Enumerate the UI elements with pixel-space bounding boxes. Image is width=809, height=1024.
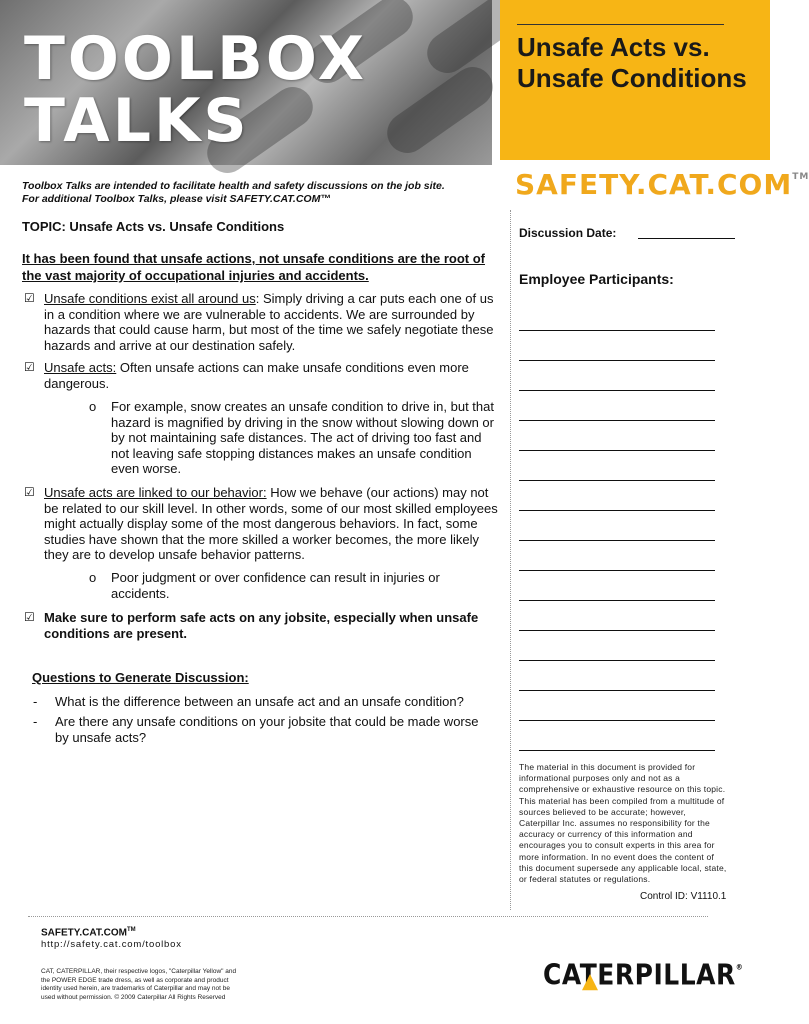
participant-line[interactable]: [519, 390, 715, 391]
participant-line[interactable]: [519, 600, 715, 601]
footer-legal-text: CAT, CATERPILLAR, their respective logos, "Caterpillar Yellow" and the POWER EDGE trade dress, as well as corporate and product identity used herein, are trademarks of Caterpillar and may not be used without permission. © 2009 Caterpillar All Rights Reserved: [41, 968, 237, 1001]
banner-title: [24, 24, 368, 156]
item-text: : Simply driving a car puts each one of us in a condition where we are vulnerable to accidents. We are surrounded by hazards that could cause harm, but most of the time we safely negotiate these hazards and arrive at our destination safely.: [44, 291, 494, 353]
footer-site-tm: TM: [126, 927, 136, 933]
question-item: [33, 694, 495, 710]
participant-line[interactable]: [519, 360, 715, 361]
participant-line[interactable]: [519, 450, 715, 451]
sub-item: [89, 399, 501, 477]
discussion-date-label: Discussion Date:: [519, 226, 617, 240]
participant-line[interactable]: [519, 540, 715, 541]
question-text: Are there any unsafe conditions on your jobsite that could be made worse by unsafe acts?: [55, 714, 479, 745]
sub-item: [89, 570, 501, 601]
toolbox-talks-banner: [0, 0, 492, 165]
participant-line[interactable]: [519, 720, 715, 721]
item-label: Unsafe acts:: [44, 360, 117, 375]
banner-line-1: TOOLBOX: [24, 24, 368, 94]
control-id: Control ID: V1110.1: [640, 891, 727, 902]
checkbox-icon: ☑: [24, 291, 35, 305]
item-text: Often unsafe actions can make unsafe conditions even more dangerous.: [44, 360, 469, 391]
participant-line[interactable]: [519, 660, 715, 661]
lead-statement: It has been found that unsafe actions, not unsafe conditions are the root of the vast majority of occupational injuries and accidents.: [22, 251, 485, 283]
caterpillar-logo-mark: ®: [735, 962, 744, 972]
sub-bullet-icon: o: [89, 570, 97, 585]
banner-texture: [379, 59, 500, 161]
participant-line[interactable]: [519, 330, 715, 331]
column-divider: [510, 210, 511, 910]
item-label: Unsafe acts are linked to our behavior:: [44, 485, 267, 500]
sub-item-text: For example, snow creates an unsafe condition to drive in, but that hazard is magnified by driving in the snow without slowing down or by not maintaining safe distances. The act of driving too fast and not leaving safe stopping distances makes an unsafe condition even worse.: [111, 399, 494, 476]
item-label: Unsafe conditions exist all around us: [44, 291, 256, 306]
participant-line[interactable]: [519, 570, 715, 571]
safety-cat-logo: [515, 168, 809, 201]
participant-line[interactable]: [519, 510, 715, 511]
checkbox-icon: ☑: [24, 610, 35, 624]
participant-line[interactable]: [519, 480, 715, 481]
list-item: [24, 360, 499, 391]
safety-logo-text: SAFETY.CAT.COM: [515, 168, 793, 201]
footer-url-link[interactable]: http://safety.cat.com/toolbox: [41, 939, 182, 950]
intro-line-1: Toolbox Talks are intended to facilitate health and safety discussions on the job site.: [22, 180, 445, 192]
question-item: [33, 714, 495, 745]
list-item: [24, 610, 499, 641]
participant-line[interactable]: [519, 690, 715, 691]
participant-line[interactable]: [519, 750, 715, 751]
sub-bullet-icon: o: [89, 399, 97, 414]
caterpillar-logo-text: CATERPILLAR: [543, 958, 736, 992]
disclaimer-text: The material in this document is provided for informational purposes only and not as a comprehensive or exhaustive resource on this topic. This material has been compiled from a multitude of sources believed to be accurate; however, Caterpillar Inc. assumes no responsibility for the accuracy or currency of this information and encourages you to consult experts in this area for more information. In no event does the content of this document supersede any applicable local, state, or federal statutes or regulations.: [519, 762, 727, 885]
intro-line-2: For additional Toolbox Talks, please visit SAFETY.CAT.COM™: [22, 193, 331, 205]
list-item: [24, 291, 499, 353]
participant-line[interactable]: [519, 630, 715, 631]
banner-line-2: TALKS: [24, 86, 250, 156]
questions-heading: Questions to Generate Discussion:: [32, 670, 249, 685]
footer-site-text: SAFETY.CAT.COM: [41, 927, 127, 939]
footer-site: [41, 927, 136, 938]
title-box: [500, 0, 770, 160]
list-item: [24, 485, 499, 563]
checkbox-icon: ☑: [24, 360, 35, 374]
footer-divider: [28, 916, 708, 917]
title-rule: [517, 24, 724, 25]
topic-heading: TOPIC: Unsafe Acts vs. Unsafe Conditions: [22, 219, 285, 234]
dash-bullet: -: [33, 714, 38, 729]
participants-label: Employee Participants:: [519, 271, 674, 287]
item-text: Make sure to perform safe acts on any jobsite, especially when unsafe conditions are present.: [44, 610, 479, 641]
checkbox-icon: ☑: [24, 485, 35, 499]
participant-line[interactable]: [519, 420, 715, 421]
caterpillar-logo: [543, 958, 743, 991]
discussion-date-field[interactable]: [638, 238, 735, 239]
page-title: Unsafe Acts vs. Unsafe Conditions: [517, 32, 747, 93]
intro-text: [22, 180, 492, 206]
safety-logo-tm: TM: [792, 172, 809, 182]
question-text: What is the difference between an unsafe act and an unsafe condition?: [55, 694, 464, 709]
caterpillar-triangle-icon: [582, 974, 598, 990]
sub-item-text: Poor judgment or over confidence can result in injuries or accidents.: [111, 570, 440, 601]
dash-bullet: -: [33, 694, 38, 709]
item-text: How we behave (our actions) may not be related to our skill level. In other words, some of our most skilled employees might actually display some of the most dangerous behaviors. In fact, some studies have shown that the more skilled a worker becomes, the more likely they are to develop unsafe behavior patterns.: [44, 485, 498, 562]
